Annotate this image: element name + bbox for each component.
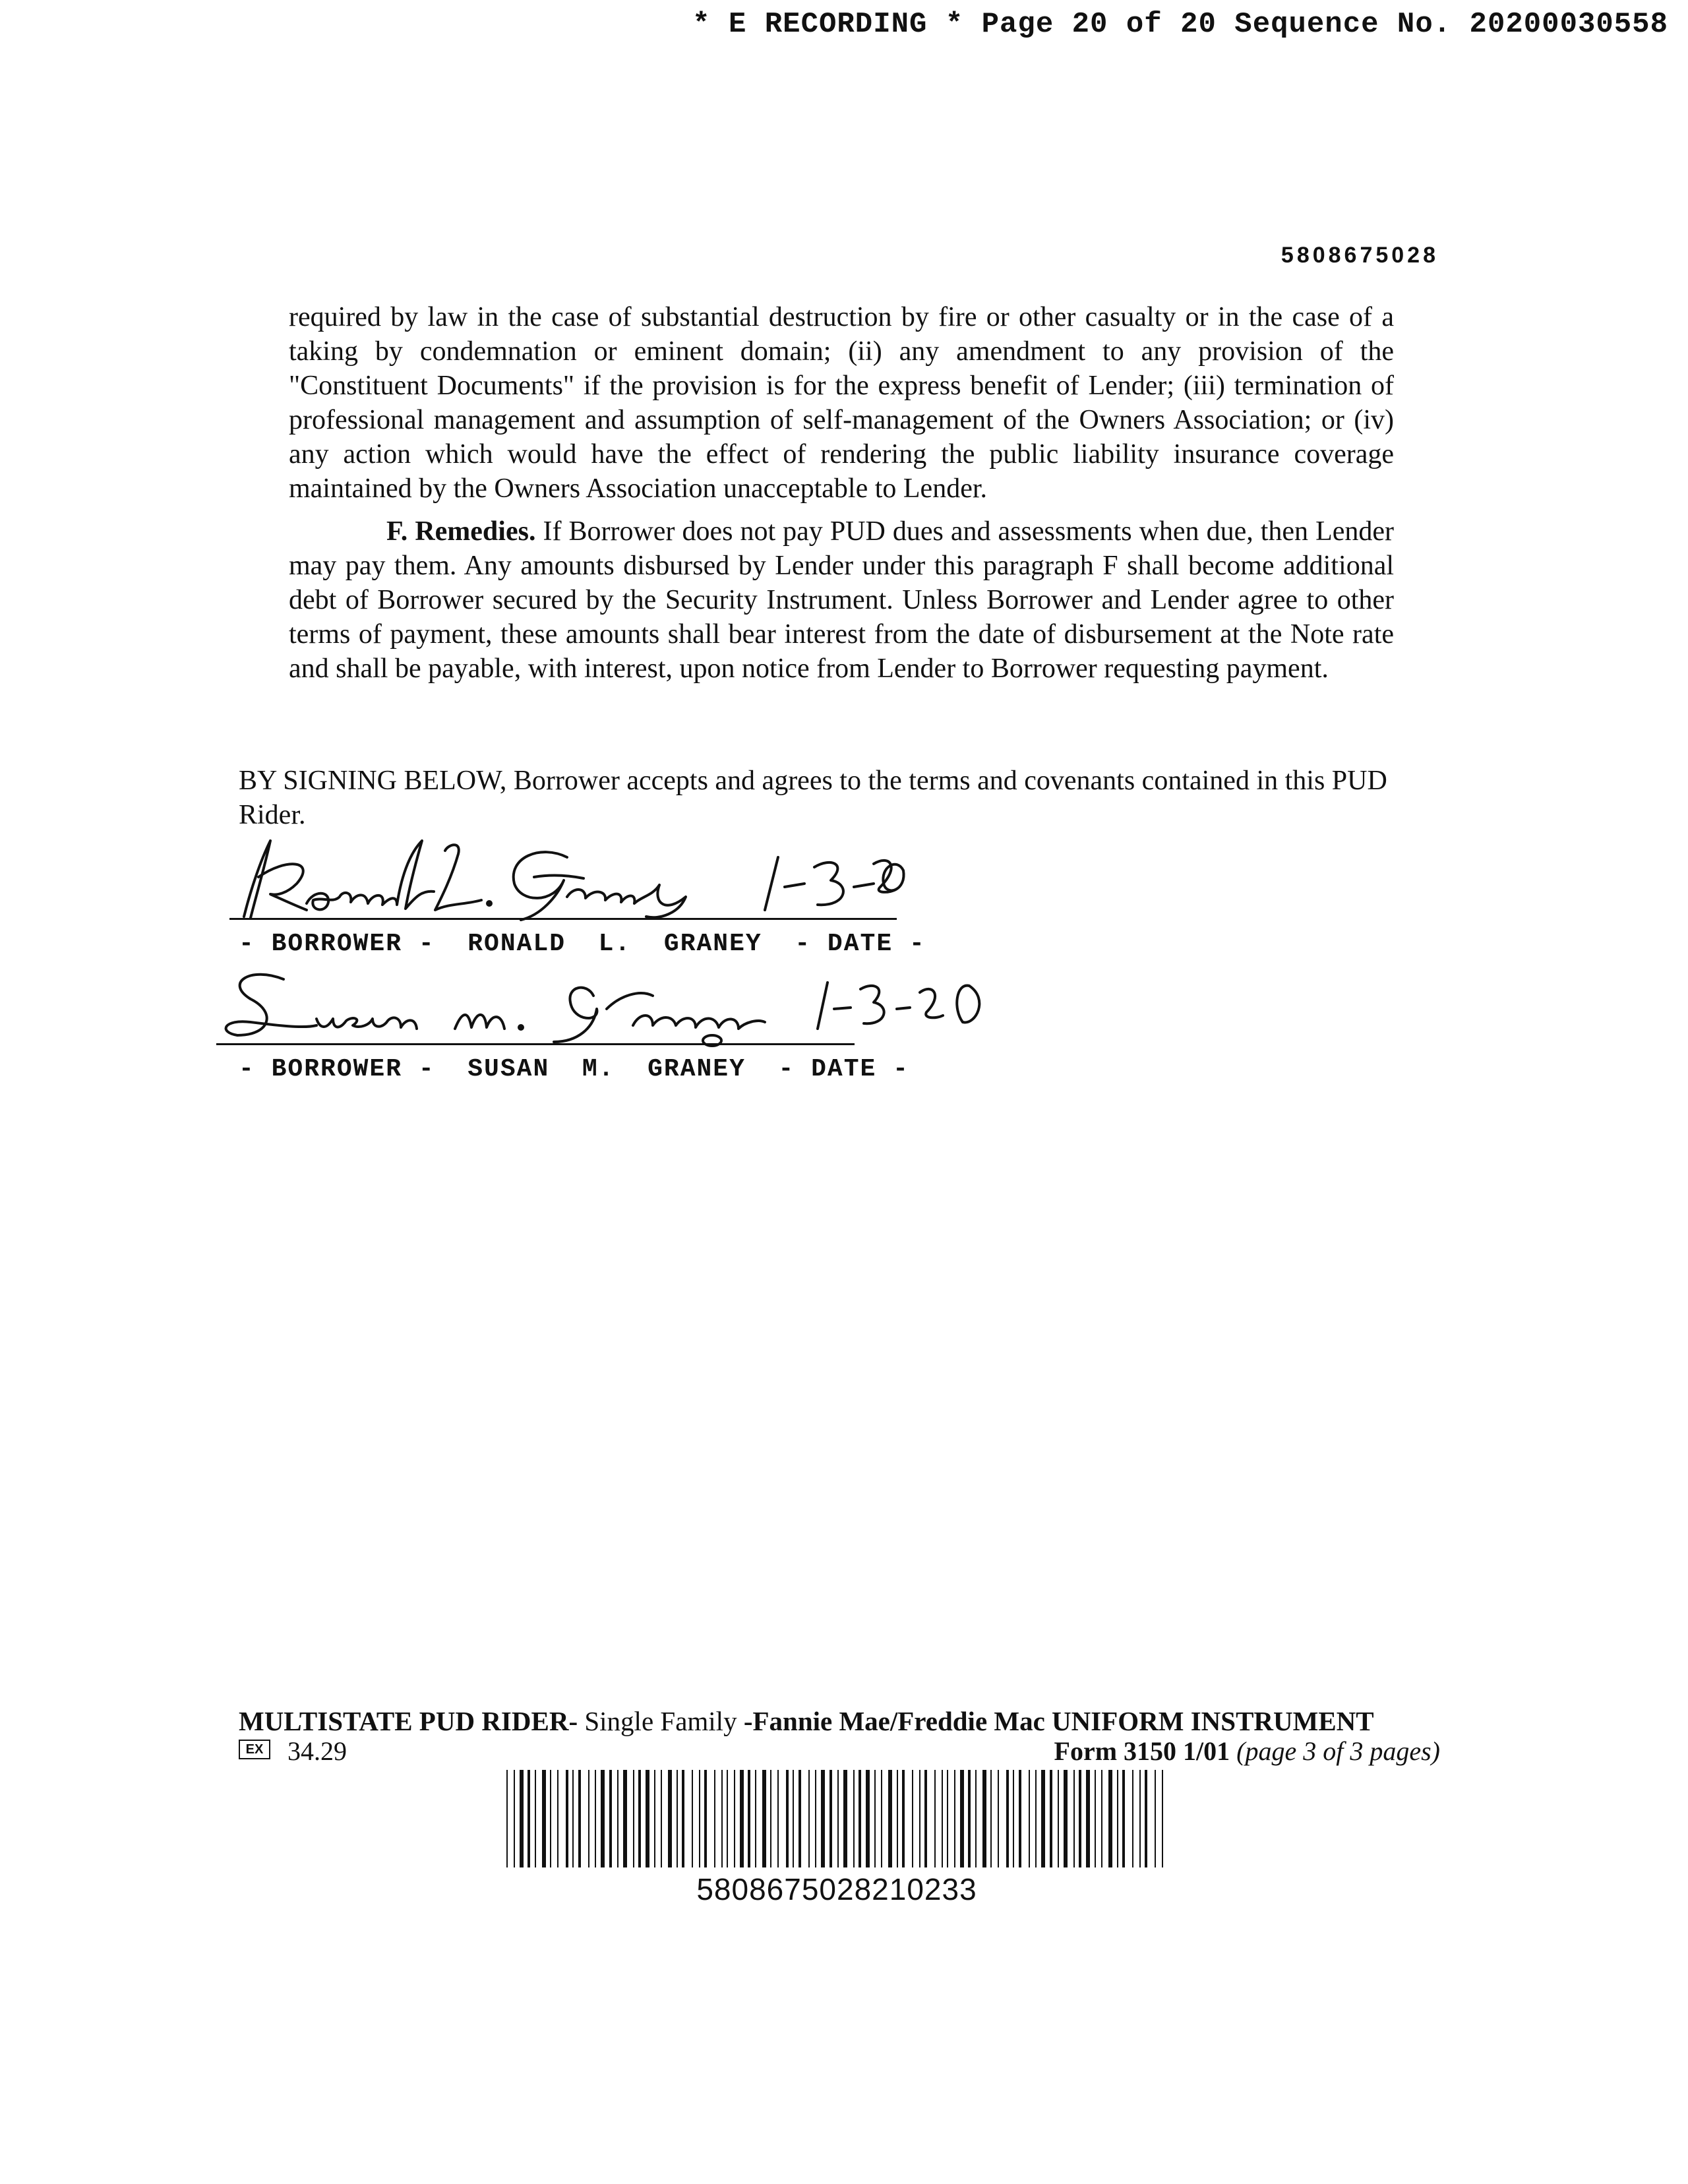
barcode-bar [542, 1770, 546, 1867]
barcode-bar [692, 1770, 693, 1867]
form-title-bold-2: -Fannie Mae/Freddie Mac UNIFORM INSTRUMENT [743, 1706, 1374, 1736]
barcode-bar [654, 1770, 655, 1867]
barcode-bar [661, 1770, 662, 1867]
barcode-bar [520, 1770, 524, 1867]
barcode-bar [1029, 1770, 1030, 1867]
barcode-bar [528, 1770, 530, 1867]
barcode-bar [1006, 1770, 1009, 1867]
form-code: 34.29 [287, 1736, 347, 1766]
barcode-bar [947, 1770, 948, 1867]
barcode-bar [535, 1770, 536, 1867]
barcode-bar [727, 1770, 728, 1867]
barcode-bar [762, 1770, 766, 1867]
barcode-bar [721, 1770, 723, 1867]
barcode-bar [770, 1770, 771, 1867]
barcode-number: 5808675028210233 [696, 1872, 977, 1906]
barcode-bar [881, 1770, 882, 1867]
barcode-bar [888, 1770, 892, 1867]
form-number [1054, 1736, 1440, 1767]
barcode-bar [623, 1770, 627, 1867]
barcode-bar [1019, 1770, 1021, 1867]
barcode-bar [566, 1770, 568, 1867]
barcode-bar [1058, 1770, 1059, 1867]
barcode-bar [982, 1770, 986, 1867]
barcode-bar [859, 1770, 861, 1867]
barcode-bar [514, 1770, 515, 1867]
barcode-bar [1108, 1770, 1112, 1867]
barcode-bar [942, 1770, 943, 1867]
barcode-bar [1041, 1770, 1045, 1867]
barcode-bar [1139, 1770, 1141, 1867]
paragraph-f-text: If Borrower does not pay PUD dues and assessments when due, then Lender may pay them. Any amounts disbursed by Lender under this paragraph F shall become additional debt of Borrower secured by the Security Instrument. Unless Borrower and Lender agree to other terms of payment, these amounts shall bear interest from the date of disbursement at the Note rate and shall be payable, with interest, upon notice from Lender to Borrower requesting payment. [289, 516, 1395, 684]
barcode-bar [677, 1770, 678, 1867]
barcode-bar [990, 1770, 992, 1867]
barcode-bar [550, 1770, 551, 1867]
barcode-bar [1035, 1770, 1037, 1867]
barcode-bar [866, 1770, 870, 1867]
form-title-bold-1: MULTISTATE PUD RIDER- [239, 1706, 578, 1736]
barcode-bar [557, 1770, 558, 1867]
barcode-bar [734, 1770, 735, 1867]
barcode-bar [919, 1770, 920, 1867]
barcode-bar [1095, 1770, 1096, 1867]
barcode-bar [1050, 1770, 1052, 1867]
barcode-bar [968, 1770, 971, 1867]
barcode-bar [1117, 1770, 1118, 1867]
paragraph-f-heading: F. Remedies. [386, 516, 536, 547]
barcode-bar [668, 1770, 672, 1867]
barcode-bar [1155, 1770, 1156, 1867]
signature-line-1 [229, 918, 897, 920]
barcode-bar [954, 1770, 955, 1867]
barcode-bar [748, 1770, 750, 1867]
barcode-bar [1073, 1770, 1075, 1867]
barcode-bar [704, 1770, 707, 1867]
barcode-bar [874, 1770, 876, 1867]
barcode-bar [777, 1770, 779, 1867]
paragraph-e-continued: required by law in the case of substantial destruction by fire or other casualty or in the case of a taking by condemnation or eminent domain; (ii) any amendment to any provision of the "Constituent Documents" if the provision is for the express benefit of Lender; (iii) termination of professional management and assumption of self-management of the Owners Association; or (iv) any action which would have the effect of rendering the public liability insurance coverage maintained by the Owners Association unacceptable to Lender. [289, 302, 1394, 504]
signature-caption-2: - BORROWER - SUSAN M. GRANEY - DATE - [239, 1055, 909, 1083]
form-title [239, 1705, 1374, 1737]
barcode-bar [1086, 1770, 1090, 1867]
barcode-bar [1122, 1770, 1125, 1867]
barcode-bar [506, 1770, 508, 1867]
barcode-bar [843, 1770, 847, 1867]
signature-line-2 [216, 1043, 855, 1045]
barcode-bar [1132, 1770, 1133, 1867]
form-label: Form 3150 1/01 [1054, 1736, 1230, 1766]
barcode-bar [617, 1770, 618, 1867]
signing-statement: BY SIGNING BELOW, Borrower accepts and agrees to the terms and covenants contained in this PUD Rider. [239, 766, 1387, 830]
barcode-bar [699, 1770, 700, 1867]
barcode-bar [853, 1770, 855, 1867]
barcode-bar [1079, 1770, 1081, 1867]
barcode-bar [799, 1770, 801, 1867]
barcode-bar [588, 1770, 589, 1867]
barcode-bar [902, 1770, 905, 1867]
barcode-bar [960, 1770, 964, 1867]
page-note: (page 3 of 3 pages) [1236, 1736, 1440, 1766]
barcode-bar [572, 1770, 574, 1867]
barcode-bar [1101, 1770, 1102, 1867]
barcode-bar [786, 1770, 789, 1867]
barcode-bar [740, 1770, 744, 1867]
barcode-bar [924, 1770, 927, 1867]
barcode-bar [934, 1770, 936, 1867]
barcode [504, 1770, 1170, 1869]
barcode-bar [633, 1770, 634, 1867]
barcode-bar [1064, 1770, 1068, 1867]
barcode-bar [821, 1770, 825, 1867]
barcode-bar [755, 1770, 756, 1867]
barcode-bar [975, 1770, 977, 1867]
barcode-bar [837, 1770, 839, 1867]
form-badge: EX [239, 1740, 270, 1759]
barcode-bar [829, 1770, 832, 1867]
barcode-bar [595, 1770, 596, 1867]
barcode-bar [601, 1770, 605, 1867]
signature-caption-1: - BORROWER - RONALD L. GRANEY - DATE - [239, 930, 926, 958]
barcode-bar [638, 1770, 641, 1867]
barcode-bar [897, 1770, 898, 1867]
barcode-bar [998, 1770, 999, 1867]
recording-stamp: * E RECORDING * Page 20 of 20 Sequence No. 20200030558 [692, 8, 1668, 41]
barcode-bar [808, 1770, 810, 1867]
barcode-bar [646, 1770, 649, 1867]
barcode-bar [793, 1770, 794, 1867]
borrower-2-signature [211, 963, 1015, 1048]
barcode-bar [578, 1770, 581, 1867]
barcode-bar [1145, 1770, 1147, 1867]
barcode-bar [912, 1770, 913, 1867]
barcode-bar [815, 1770, 816, 1867]
barcode-bar [714, 1770, 715, 1867]
form-title-regular: Single Family [578, 1706, 744, 1736]
paragraph-f-remedies [289, 514, 1394, 686]
borrower-1-signature [224, 831, 910, 923]
barcode-bar [1162, 1770, 1163, 1867]
barcode-bar [682, 1770, 684, 1867]
loan-number: 5808675028 [1281, 243, 1439, 268]
barcode-bar [1013, 1770, 1014, 1867]
barcode-bar [609, 1770, 612, 1867]
